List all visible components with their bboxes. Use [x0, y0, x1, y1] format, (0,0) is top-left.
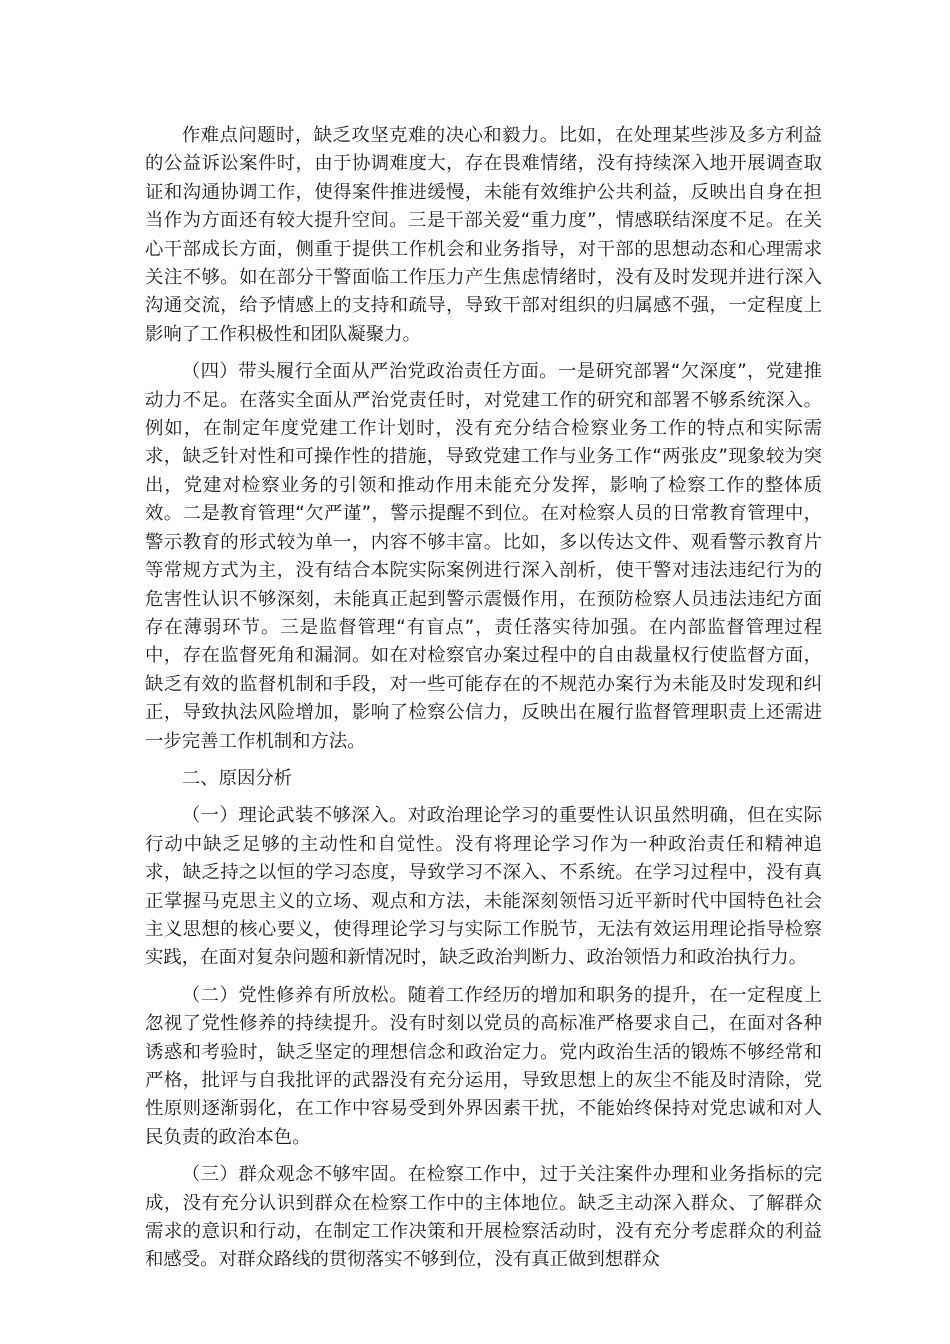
paragraph-cadre-care: 作难点问题时，缺乏攻坚克难的决心和毅力。比如，在处理某些涉及多方利益的公益诉讼案件时，由于协调难度大，存在畏难情绪，没有持续深入地开展调查取证和沟通协调工作，使得案件推进缓慢，未能有效维护公共利益，反映出自身在担当作为方面还有较大提升空间。三是干部关爱“重力度”，情感联结深度不足。在关心干部成长方面，侧重于提供工作机会和业务指导，对干部的思想动态和心理需求关注不够。如在部分干警面临工作压力产生焦虑情绪时，没有及时发现并进行深入沟通交流，给予情感上的支持和疏导，导致干部对组织的归属感不强，一定程度上影响了工作积极性和团队凝聚力。 — [145, 125, 822, 345]
section-heading-cause-analysis: 二、原因分析 — [181, 767, 293, 789]
paragraph-theory-study: （一）理论武装不够深入。对政治理论学习的重要性认识虽然明确，但在实际行动中缺乏足够的主动性和自觉性。没有将理论学习作为一种政治责任和精神追求，缺乏持之以恒的学习态度，导致学习不深入、不系统。在学习过程中，没有真正掌握马克思主义的立场、观点和方法，未能深刻领悟习近平新时代中国特色社会主义思想的核心要义，使得理论学习与实际工作脱节，无法有效运用理论指导检察实践，在面对复杂问题和新情况时，缺乏政治判断力、政治领悟力和政治执行力。 — [145, 805, 822, 969]
paragraph-party-spirit: （二）党性修养有所放松。随着工作经历的增加和职务的提升，在一定程度上忽视了党性修养的持续提升。没有时刻以党员的高标准严格要求自己，在面对各种诱惑和考验时，缺乏坚定的理想信念和政治定力。党内政治生活的锻炼不够经常和严格，批评与自我批评的武器没有充分运用，导致思想上的灰尘不能及时清除，党性原则逐渐弱化，在工作中容易受到外界因素干扰，不能始终保持对党忠诚和对人民负责的政治本色。 — [145, 984, 822, 1148]
document-page — [145, 122, 822, 1284]
paragraph-mass-line: （三）群众观念不够牢固。在检察工作中，过于关注案件办理和业务指标的完成，没有充分认识到群众在检察工作中的主体地位。缺乏主动深入群众、了解群众需求的意识和行动，在制定工作决策和开展检察活动时，没有充分考虑群众的利益和感受。对群众路线的贯彻落实不够到位，没有真正做到想群众 — [145, 1164, 822, 1271]
paragraph-party-governance: （四）带头履行全面从严治党政治责任方面。一是研究部署“欠深度”，党建推动力不足。在落实全面从严治党责任时，对党建工作的研究和部署不够系统深入。例如，在制定年度党建工作计划时，没有充分结合检察业务工作的特点和实际需求，缺乏针对性和可操作性的措施，导致党建工作与业务工作“两张皮”现象较为突出，党建对检察业务的引领和推动作用未能充分发挥，影响了检察工作的整体质效。二是教育管理“欠严谨”，警示提醒不到位。在对检察人员的日常教育管理中，警示教育的形式较为单一，内容不够丰富。比如，多以传达文件、观看警示教育片等常规方式为主，没有结合本院实际案例进行深入剖析，使干警对违法违纪行为的危害性认识不够深刻，未能真正起到警示震慑作用，在预防检察人员违法违纪方面存在薄弱环节。三是监督管理“有盲点”，责任落实待加强。在内部监督管理过程中，存在监督死角和漏洞。如在对检察官办案过程中的自由裁量权行使监督方面，缺乏有效的监督机制和手段，对一些可能存在的不规范办案行为未能及时发现和纠正，导致执法风险增加，影响了检察公信力，反映出在履行监督管理职责上还需进一步完善工作机制和方法。 — [145, 361, 822, 752]
